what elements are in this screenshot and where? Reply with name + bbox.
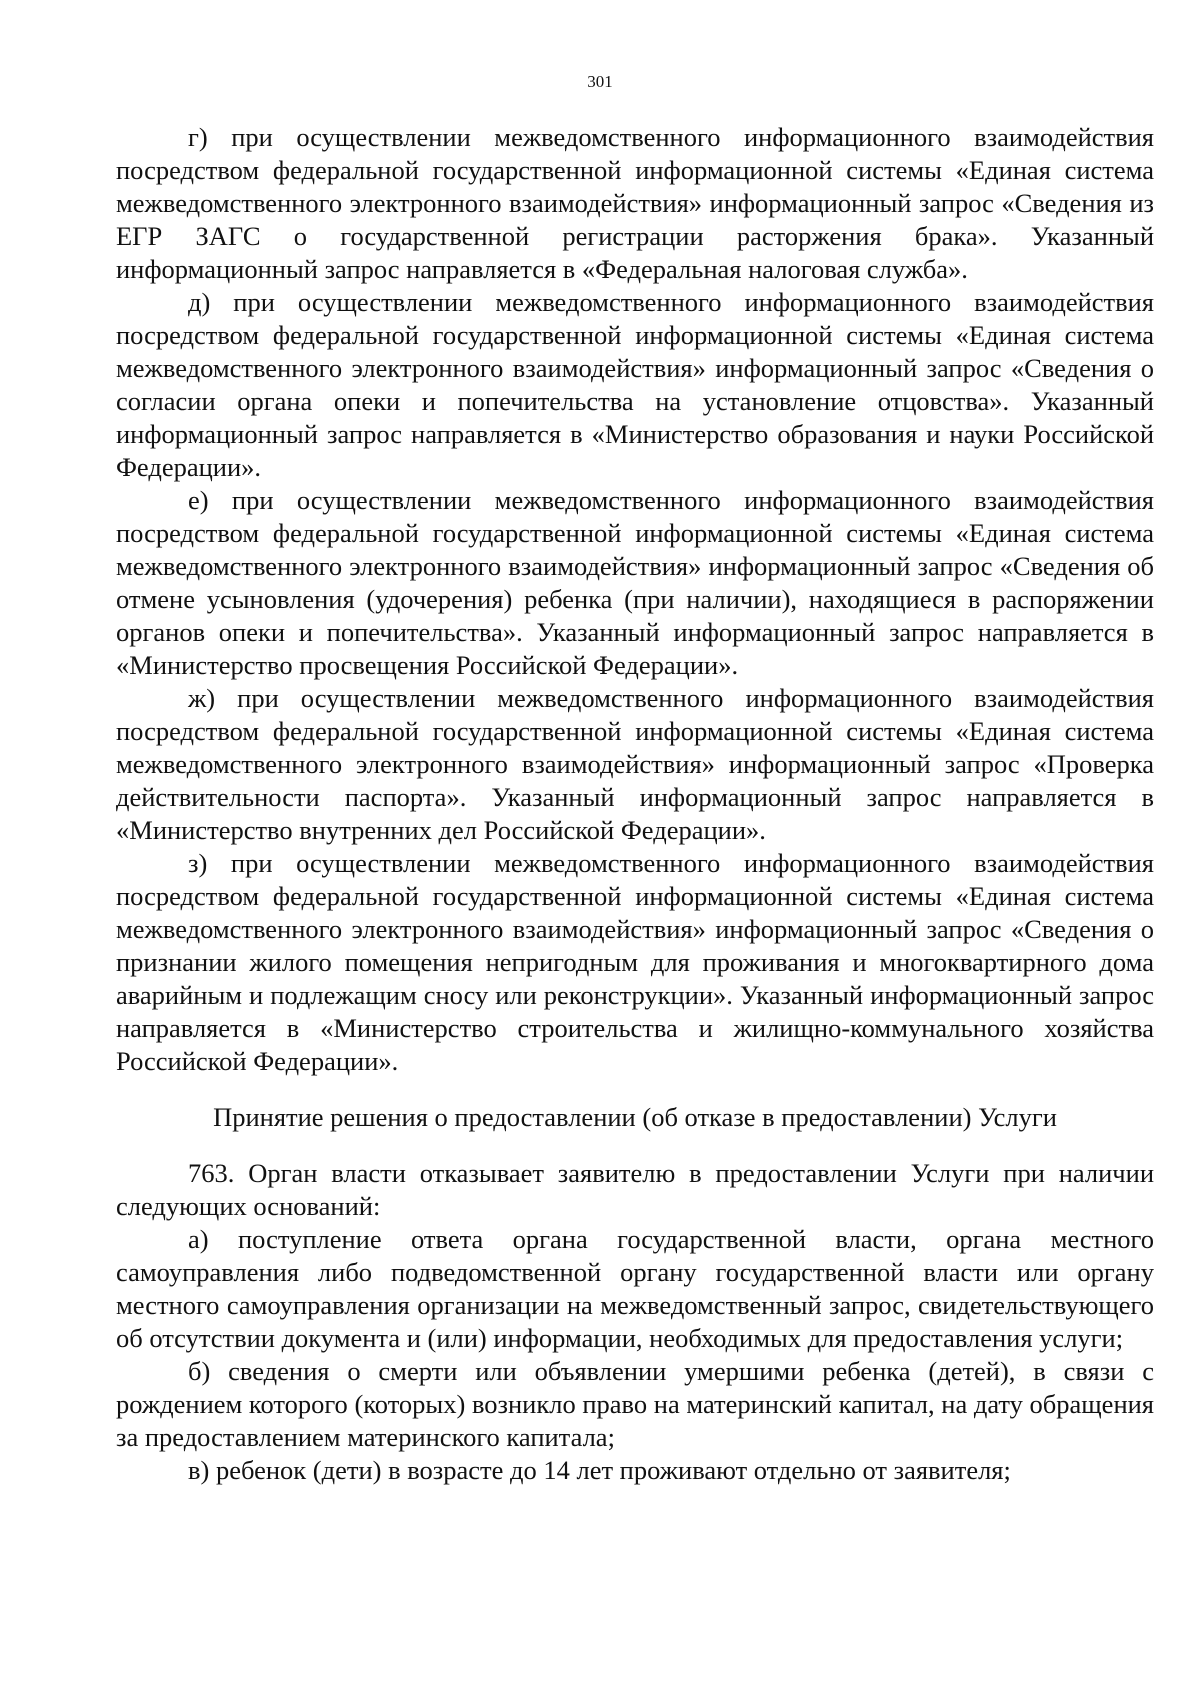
- paragraph-zh: ж) при осуществлении межведомственного информационного взаимодействия посредством федеральной государственной информационной системы «Единая система межведомственного электронного взаимодействия» информационный запрос «Проверка действительности паспорта». Указанный информационный запрос направляется в «Министерство внутренних дел Российской Федерации».: [116, 683, 1154, 845]
- paragraph-a: а) поступление ответа органа государственной власти, органа местного самоуправления либо подведомственной органу государственной власти или органу местного самоуправления организации на межведомственный запрос, свидетельствующего об отсутствии документа и (или) информации, необходимых для предоставления услуги;: [116, 1224, 1154, 1353]
- page-number: 301: [587, 72, 613, 91]
- paragraph-z: з) при осуществлении межведомственного информационного взаимодействия посредством федеральной государственной информационной системы «Единая система межведомственного электронного взаимодействия» информационный запрос «Сведения о признании жилого помещения непригодным для проживания и многоквартирного дома аварийным и подлежащим сносу или реконструкции». Указанный информационный запрос направляется в «Министерство строительства и жилищно-коммунального хозяйства Российской Федерации».: [116, 848, 1154, 1076]
- document-body: [116, 121, 1154, 1487]
- paragraph-b: б) сведения о смерти или объявлении умершими ребенка (детей), в связи с рождением которого (которых) возникло право на материнский капитал, на дату обращения за предоставлением материнского капитала;: [116, 1356, 1154, 1452]
- paragraph-763: 763. Орган власти отказывает заявителю в предоставлении Услуги при наличии следующих оснований:: [116, 1158, 1154, 1221]
- paragraph-e: е) при осуществлении межведомственного информационного взаимодействия посредством федеральной государственной информационной системы «Единая система межведомственного электронного взаимодействия» информационный запрос «Сведения об отмене усыновления (удочерения) ребенка (при наличии), находящиеся в распоряжении органов опеки и попечительства». Указанный информационный запрос направляется в «Министерство просвещения Российской Федерации».: [116, 485, 1154, 680]
- paragraph-d: д) при осуществлении межведомственного информационного взаимодействия посредством федеральной государственной информационной системы «Единая система межведомственного электронного взаимодействия» информационный запрос «Сведения о согласии органа опеки и попечительства на установление отцовства». Указанный информационный запрос направляется в «Министерство образования и науки Российской Федерации».: [116, 287, 1154, 482]
- section-heading: Принятие решения о предоставлении (об отказе в предоставлении) Услуги: [213, 1102, 1057, 1132]
- paragraph-v: в) ребенок (дети) в возрасте до 14 лет проживают отдельно от заявителя;: [188, 1455, 1011, 1485]
- paragraph-g: г) при осуществлении межведомственного информационного взаимодействия посредством федеральной государственной информационной системы «Единая система межведомственного электронного взаимодействия» информационный запрос «Сведения из ЕГР ЗАГС о государственной регистрации расторжения брака». Указанный информационный запрос направляется в «Федеральная налоговая служба».: [116, 122, 1154, 284]
